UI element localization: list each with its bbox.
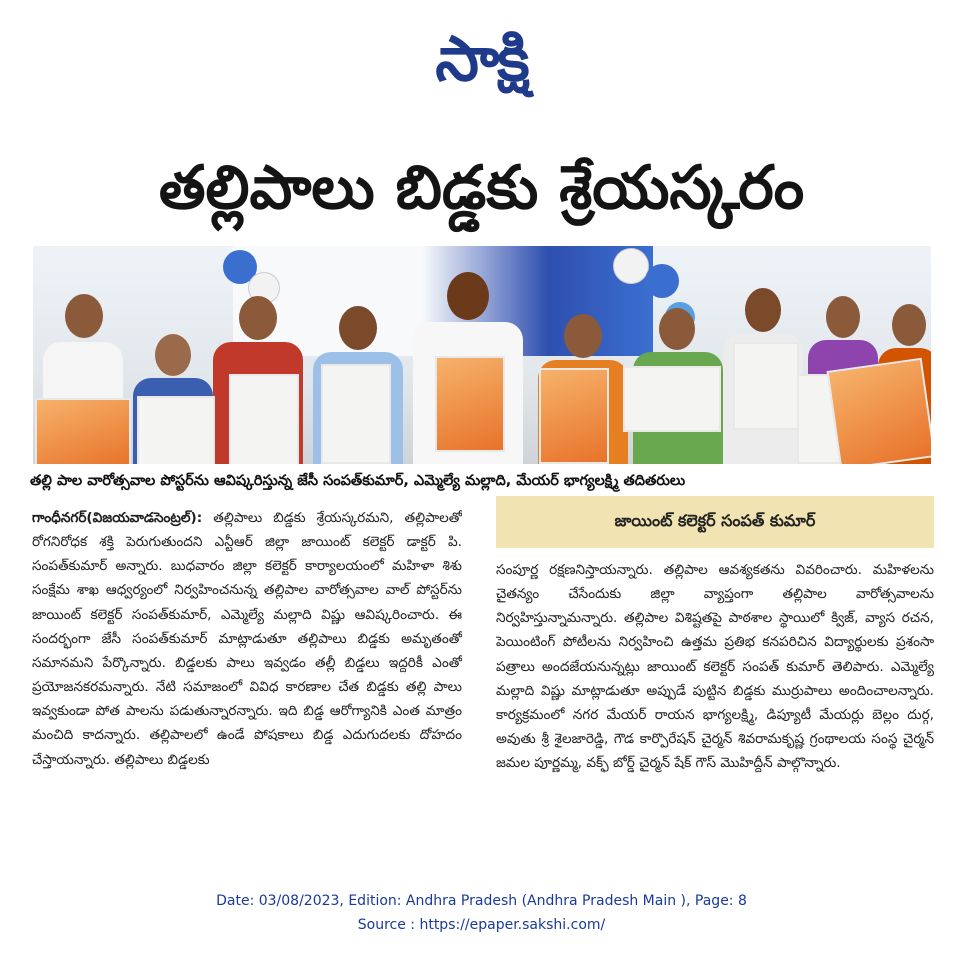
wall-poster xyxy=(733,342,799,430)
edition-info: Date: 03/08/2023, Edition: Andhra Pradesh (Andhra Pradesh Main ), Page: 8 xyxy=(216,893,747,909)
photo-caption: తల్లి పాల వారోత్సవాల పోస్టర్‌ను ఆవిష్కరిస్తున్న జేసీ సంపత్‌కుమార్, ఎమ్మెల్యే మల్లాది, మేయర్ భాగ్యలక్ష్మి తదితరులు xyxy=(30,473,686,489)
article-body-right: సంపూర్ణ రక్షణనిస్తాయన్నారు. తల్లిపాల ఆవశ్యకతను వివరించారు. మహిళలను చైతన్యం చేసేందుకు జిల్లా వ్యాప్తంగా తల్లిపాల వారోత్సవాలను నిర్వహిస్తున్నామన్నారు. తల్లిపాల విశిష్టతపై పాఠశాల స్థాయిలో క్విజ్, వ్యాస రచన, పెయింటింగ్ పోటీలను నిర్వహించి ఉత్తమ ప్రతిభ కనపరిచిన విద్యార్థులకు ప్రశంసా పత్రాలు అందజేయనున్నట్లు జాయింట్ కలెక్టర్ సంపత్ కుమార్ తెలిపారు. ఎమ్మెల్యే మల్లాది విష్ణు మాట్లాడుతూ అప్పుడే పుట్టిన బిడ్డకు ముర్రుపాలు అందించాలన్నారు. కార్యక్రమంలో నగర మేయర్ రాయన భాగ్యలక్ష్మి, డిప్యూటీ మేయర్లు బెల్లం దుర్గ, అవుతు శ్రీ శైలజారెడ్డి, గౌడ కార్పొరేషన్ చైర్మన్ శివరామకృష్ణ గ్రంథాలయ సంస్థ చైర్మన్ జమల పూర్ణమ్మ, వక్ఫ్ బోర్డ్ చైర్మన్ షేక్ గౌస్ మొహిద్దీన్ పాల్గొన్నారు. xyxy=(496,562,934,772)
wall-poster xyxy=(827,358,931,464)
wall-poster xyxy=(321,364,391,464)
article-body-left xyxy=(32,506,462,856)
wall-poster xyxy=(35,398,131,464)
article-body-left-text: తల్లిపాలు బిడ్డకు శ్రేయస్కరమని, తల్లిపాలతో రోగనిరోధక శక్తి పెరుగుతుందని ఎన్టీఆర్ జిల్లా జాయింట్ కలెక్టర్ డాక్టర్ పి. సంపత్‌కుమార్ అన్నారు. బుధవారం జిల్లా కలెక్టర్ కార్యాలయంలో మహిళా శిశు సంక్షేమ శాఖ ఆధ్వర్యంలో నిర్వహించనున్న తల్లిపాల వారోత్సవాల వాల్ పోస్టర్‌ను జాయింట్ కలెక్టర్ సంపత్‌కుమార్, ఎమ్మెల్యే మల్లాది విష్ణు ఆవిష్కరించారు. ఈ సందర్భంగా జేసీ సంపత్‌కుమార్ మాట్లాడుతూ తల్లిపాలు బిడ్డకు అమృతంతో సమానమని పేర్కొన్నారు. బిడ్డలకు పాలు ఇవ్వడం తల్లీ బిడ్డలు ఇద్దరికీ ఎంతో ప్రయోజనకరమన్నారు. నేటి సమాజంలో వివిధ కారణాల చేత బిడ్డకు తల్లి పాలు ఇవ్వకుండా పోత పాలను పడుతున్నారన్నారు. ఇది బిడ్డ ఆరోగ్యానికి ఎంత మాత్రం మంచిది కాదన్నారు. తల్లిపాలలో ఉండే పోషకాలు బిడ్డ ఎదుగుదలకు దోహదం చేస్తాయన్నారు. తల్లిపాలు బిడ్డలకు xyxy=(32,510,462,768)
wall-poster xyxy=(435,356,505,452)
article-photo xyxy=(33,246,931,464)
source-link[interactable]: Source : https://epaper.sakshi.com/ xyxy=(357,917,606,933)
article-dateline: గాంధీనగర్(విజయవాడసెంట్రల్): xyxy=(32,510,203,526)
wall-poster xyxy=(229,374,299,464)
wall-poster xyxy=(623,366,721,432)
balloon-decoration xyxy=(613,248,649,284)
wall-poster xyxy=(539,368,609,464)
balloon-decoration xyxy=(645,264,679,298)
article-subheading: జాయింట్ కలెక్టర్ సంపత్ కుమార్ xyxy=(496,496,934,548)
article-headline: తల్లిపాలు బిడ్డకు శ్రేయస్కరం xyxy=(158,153,805,223)
wall-poster xyxy=(137,396,215,464)
newspaper-masthead: సాక్షి xyxy=(435,22,528,95)
